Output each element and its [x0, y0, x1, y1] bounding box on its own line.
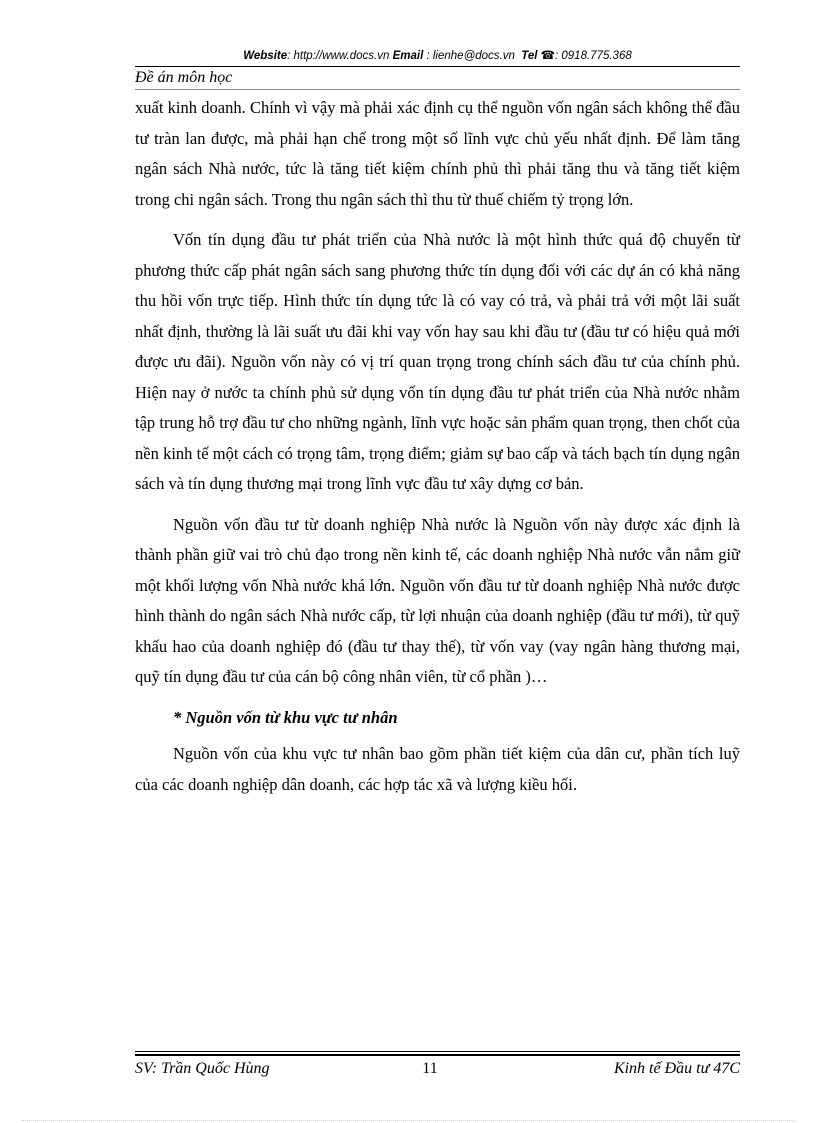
page-edge: [22, 1120, 794, 1121]
tel-value: : 0918.775.368: [555, 50, 632, 62]
subtitle-rule: [135, 89, 740, 90]
email-value: : lienhe@docs.vn: [426, 50, 515, 62]
section-heading: * Nguồn vốn từ khu vực tư nhân: [173, 707, 398, 727]
footer-rule-thin: [135, 1051, 740, 1052]
header-rule: [135, 66, 740, 67]
page-footer: [135, 1057, 740, 1081]
paragraph-3: Nguồn vốn đầu tư từ doanh nghiệp Nhà nước là Nguồn vốn này được xác định là thành phần giữ vai trò chủ đạo trong nền kinh tế, các doanh nghiệp Nhà nước vẫn nắm giữ một khối lượng vốn Nhà nước khá lớn. Nguồn vốn đầu tư từ doanh nghiệp Nhà nước được hình thành do ngân sách Nhà nước cấp, từ lợi nhuận của doanh nghiệp (đầu tư mới), từ quỹ khấu hao của doanh nghiệp đó (đầu tư thay thế), từ vốn vay (vay ngân hàng thương mại, quỹ tín dụng đầu tư của cán bộ công nhân viên, từ cổ phần )…: [135, 514, 740, 686]
website-label: Website: [243, 50, 288, 62]
phone-icon: ☎: [540, 50, 555, 62]
paragraph-1: xuất kinh doanh. Chính vì vậy mà phải xác định cụ thể nguồn vốn ngân sách không thể đầu tư tràn lan được, mà phải hạn chế trong một số lĩnh vực chủ yếu nhất định. Để làm tăng ngân sách Nhà nước, tức là tăng tiết kiệm chính phủ thì phải tăng thu và tăng tiết kiệm trong chi ngân sách. Trong thu ngân sách thì thu từ thuế chiếm tỷ trọng lớn.: [135, 98, 740, 209]
website-value: : http://www.docs.vn: [287, 50, 390, 62]
footer-student: SV: Trần Quốc Hùng: [135, 1060, 270, 1077]
paragraph-2: Vốn tín dụng đầu tư phát triển của Nhà nước là một hình thức quá độ chuyển từ phương thức cấp phát ngân sách sang phương thức tín dụng đối với các dự án có khả năng thu hồi vốn trực tiếp. Hình thức tín dụng tức là có vay có trả, và phải trả với một lãi suất nhất định, thường là lãi suất ưu đãi khi vay vốn hay sau khi đầu tư (đầu tư có hiệu quả mới được ưu đãi). Nguồn vốn này có vị trí quan trọng trong chính sách đầu tư của chính phủ. Hiện nay ở nước ta chính phủ sử dụng vốn tín dụng đầu tư phát triển của Nhà nước nhằm tập trung hỗ trợ đầu tư cho những ngành, lĩnh vực hoặc sản phẩm quan trọng, then chốt của nền kinh tế một cách có trọng tâm, trọng điểm; giảm sự bao cấp và tách bạch tín dụng ngân sách và tín dụng thương mại trong lĩnh vực đầu tư xây dựng cơ bản.: [135, 230, 740, 493]
document-body: [135, 93, 740, 810]
footer-rule-thick: [135, 1054, 740, 1056]
tel-label: Tel: [521, 50, 538, 62]
footer-class: Kinh tế Đầu tư 47C: [613, 1060, 740, 1077]
document-subtitle: Đề án môn học: [135, 69, 233, 86]
header-contact-line: [135, 48, 740, 64]
paragraph-4: Nguồn vốn của khu vực tư nhân bao gồm phần tiết kiệm của dân cư, phần tích luỹ của các doanh nghiệp dân doanh, các hợp tác xã và lượng kiều hối.: [135, 744, 740, 794]
email-label: Email: [392, 50, 424, 62]
page-number: 11: [422, 1060, 438, 1077]
